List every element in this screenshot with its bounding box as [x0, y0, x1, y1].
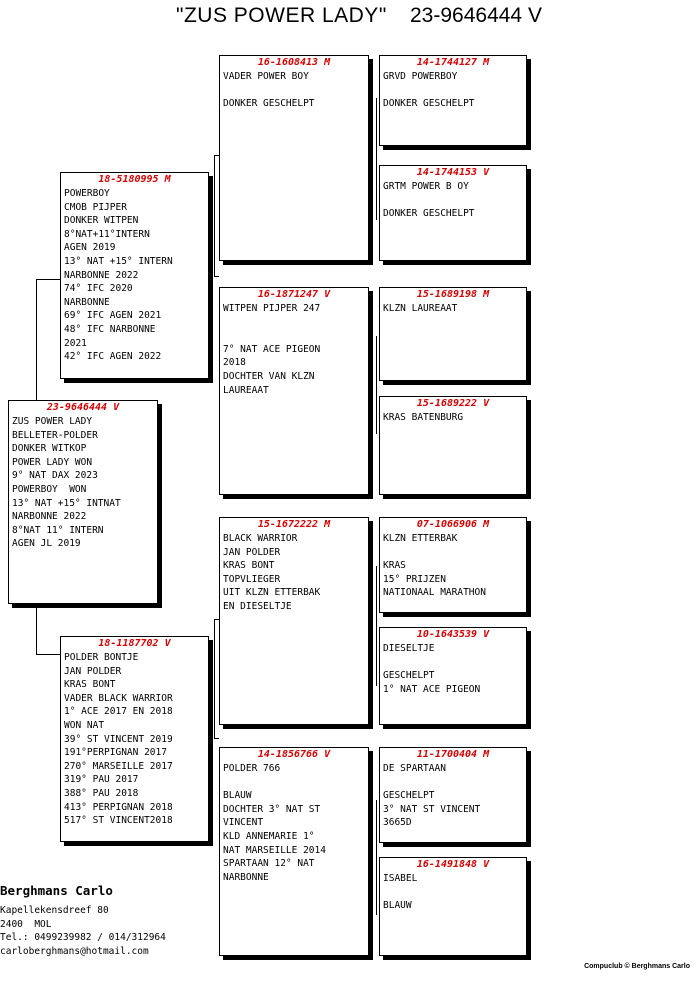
ggp-line: DIESELTJE: [383, 643, 435, 654]
pedigree-title: [0, 4, 696, 30]
ggp-ring: 14-1744127 M: [416, 57, 490, 68]
dam-line: JAN POLDER: [64, 665, 122, 677]
connector-dam-bottom: [214, 738, 219, 739]
ggp-ring: 07-1066906 M: [416, 519, 490, 530]
sire-line: POWERBOY: [64, 188, 110, 199]
sire-line: 13° NAT +15° INTERN: [64, 255, 173, 267]
ggp-line: GRVD POWERBOY: [383, 71, 458, 82]
ggp-line: [383, 776, 523, 790]
subject-line: 9° NAT DAX 2023: [12, 470, 98, 482]
dam-line: 39° ST VINCENT 2019: [64, 733, 173, 745]
sire-sire-line: DONKER GESCHELPT: [223, 98, 315, 110]
ggp-line: [383, 546, 523, 560]
owner-email: carloberghmans@hotmail.com: [0, 945, 149, 957]
subject-line: AGEN JL 2019: [12, 538, 81, 550]
dam-sire-line: JAN POLDER: [223, 546, 281, 558]
dam-sire-ring: 15-1672222 M: [257, 519, 331, 530]
dam-line: 413° PERPIGNAN 2018: [64, 801, 173, 813]
dam-dam-card: [219, 747, 369, 956]
pigeon-ring: 23-9646444 V: [410, 4, 542, 27]
owner-phone: Tel.: 0499239982 / 014/312964: [0, 932, 166, 944]
dam-dam-line: SPARTAAN 12° NAT: [223, 858, 315, 870]
dam-card: [60, 636, 209, 842]
ggp-ring: 10-1643539 V: [416, 629, 490, 640]
ggp-line: KRAS BATENBURG: [383, 412, 464, 423]
ggp-card: [379, 517, 527, 613]
dam-sire-line: TOPVLIEGER: [223, 573, 281, 585]
ggp-card: [379, 396, 527, 495]
dam-dam-line: VINCENT: [223, 817, 264, 829]
dam-dam-line: NARBONNE: [223, 871, 269, 883]
subject-card: [8, 400, 158, 604]
dam-sire-card: [219, 517, 369, 725]
sire-ring: 18-5180995 M: [98, 174, 171, 185]
dam-line: POLDER BONTJE: [64, 652, 139, 663]
footer-credit: Compuclub © Berghmans Carlo: [584, 963, 690, 970]
dam-dam-line: DOCHTER 3° NAT ST: [223, 803, 321, 815]
ggp-card: [379, 857, 527, 956]
ggp-line: 3° NAT ST VINCENT: [383, 803, 481, 815]
ggp-card: [379, 747, 527, 843]
sire-line: NARBONNE 2022: [64, 269, 139, 281]
subject-line: POWERBOY WON: [12, 483, 87, 495]
dam-line: 319° PAU 2017: [64, 774, 139, 786]
dam-dam-line: KLD ANNEMARIE 1°: [223, 830, 315, 842]
dam-line: KRAS BONT: [64, 679, 116, 691]
ggp-line: [383, 886, 523, 900]
sire-line: NARBONNE: [64, 296, 110, 308]
ggp-line: ISABEL: [383, 873, 418, 884]
ggp-line: GESCHELPT: [383, 670, 435, 682]
ggp-line: NATIONAAL MARATHON: [383, 587, 486, 599]
ggp-line: 15° PRIJZEN: [383, 573, 446, 585]
dam-line: VADER BLACK WARRIOR: [64, 692, 173, 704]
ggp-line: DE SPARTAAN: [383, 763, 446, 774]
connector-ds: [376, 566, 377, 686]
connector-subject-sire: [36, 279, 60, 280]
subject-ring: 23-9646444 V: [46, 402, 120, 413]
dam-dam-ring: 14-1856766 V: [257, 749, 331, 760]
dam-sire-line: BLACK WARRIOR: [223, 533, 298, 544]
dam-line: 270° MARSEILLE 2017: [64, 760, 173, 772]
dam-line: 517° ST VINCENT2018: [64, 815, 173, 827]
ggp-line: KRAS: [383, 560, 406, 572]
subject-line: DONKER WITKOP: [12, 443, 87, 455]
ggp-ring: 16-1491848 V: [416, 859, 490, 870]
sire-line: 2021: [64, 337, 87, 349]
sire-sire-card: [219, 55, 369, 261]
sire-line: CMOB PIJPER: [64, 201, 127, 213]
ggp-ring: 15-1689198 M: [416, 289, 490, 300]
sire-dam-line: DOCHTER VAN KLZN: [223, 370, 315, 382]
owner-address: Kapellekensdreef 80: [0, 905, 109, 916]
owner-city: 2400 MOL: [0, 918, 52, 930]
dam-sire-line: EN DIESELTJE: [223, 600, 292, 612]
dam-ring: 18-1187702 V: [98, 638, 171, 649]
ggp-line: 3665D: [383, 817, 412, 829]
ggp-line: GESCHELPT: [383, 790, 435, 802]
sire-dam-card: [219, 287, 369, 495]
ggp-line: DONKER GESCHELPT: [383, 208, 475, 220]
owner-block: [0, 882, 215, 958]
ggp-line: BLAUW: [383, 900, 412, 912]
connector-sire-bottom: [214, 276, 219, 277]
dam-line: 388° PAU 2018: [64, 787, 139, 799]
dam-sire-line: UIT KLZN ETTERBAK: [223, 587, 321, 599]
sire-line: 74° IFC 2020: [64, 283, 133, 295]
sire-dam-line: [223, 329, 365, 343]
sire-sire-line: VADER POWER BOY: [223, 71, 309, 82]
ggp-line: DONKER GESCHELPT: [383, 98, 475, 110]
ggp-line: KLZN ETTERBAK: [383, 533, 458, 544]
dam-line: 191°PERPIGNAN 2017: [64, 747, 167, 759]
connector-sd: [376, 336, 377, 434]
sire-dam-line: 7° NAT ACE PIGEON: [223, 343, 321, 355]
sire-dam-line: LAUREAAT: [223, 384, 269, 396]
ggp-line: 1° NAT ACE PIGEON: [383, 683, 481, 695]
dam-dam-line: NAT MARSEILLE 2014: [223, 844, 326, 856]
subject-line: NARBONNE 2022: [12, 511, 87, 523]
subject-line: 13° NAT +15° INTNAT: [12, 497, 121, 509]
sire-line: 69° IFC AGEN 2021: [64, 310, 162, 322]
dam-dam-line: [223, 776, 365, 790]
ggp-line: [383, 656, 523, 670]
connector-dd: [376, 800, 377, 915]
dam-line: WON NAT: [64, 719, 105, 731]
ggp-line: GRTM POWER B OY: [383, 181, 469, 192]
sire-line: 8°NAT+11°INTERN: [64, 228, 150, 240]
ggp-line: KLZN LAUREAAT: [383, 303, 458, 314]
sire-sire-line: [223, 84, 365, 98]
sire-line: 48° IFC NARBONNE: [64, 323, 156, 335]
sire-dam-line: WITPEN PIJPER 247: [223, 303, 321, 314]
connector-ss: [376, 98, 377, 220]
ggp-card: [379, 55, 527, 146]
connector-subject-dam: [36, 654, 60, 655]
subject-line: BELLETER-POLDER: [12, 429, 98, 441]
subject-line: POWER LADY WON: [12, 456, 93, 468]
ggp-line: [383, 84, 523, 98]
connector-dam: [214, 619, 215, 738]
sire-sire-ring: 16-1608413 M: [257, 57, 331, 68]
subject-line: ZUS POWER LADY: [12, 416, 93, 427]
ggp-ring: 11-1700404 M: [416, 749, 490, 760]
sire-card: [60, 172, 209, 379]
dam-dam-line: POLDER 766: [223, 763, 281, 774]
owner-name: Berghmans Carlo: [0, 883, 113, 898]
sire-line: DONKER WITPEN: [64, 215, 139, 227]
sire-line: 42° IFC AGEN 2022: [64, 351, 162, 363]
sire-dam-line: 2018: [223, 357, 246, 369]
sire-line: AGEN 2019: [64, 242, 116, 254]
sire-dam-ring: 16-1871247 V: [257, 289, 331, 300]
dam-dam-line: BLAUW: [223, 790, 252, 802]
ggp-ring: 14-1744153 V: [416, 167, 490, 178]
ggp-card: [379, 165, 527, 261]
ggp-card: [379, 627, 527, 725]
dam-line: 1° ACE 2017 EN 2018: [64, 706, 173, 718]
subject-line: 8°NAT 11° INTERN: [12, 524, 104, 536]
ggp-ring: 15-1689222 V: [416, 398, 490, 409]
ggp-card: [379, 287, 527, 381]
connector-sire: [214, 155, 215, 276]
ggp-line: [383, 194, 523, 208]
pigeon-name: "ZUS POWER LADY": [176, 4, 387, 27]
dam-sire-line: KRAS BONT: [223, 560, 275, 572]
sire-dam-line: [223, 316, 365, 330]
